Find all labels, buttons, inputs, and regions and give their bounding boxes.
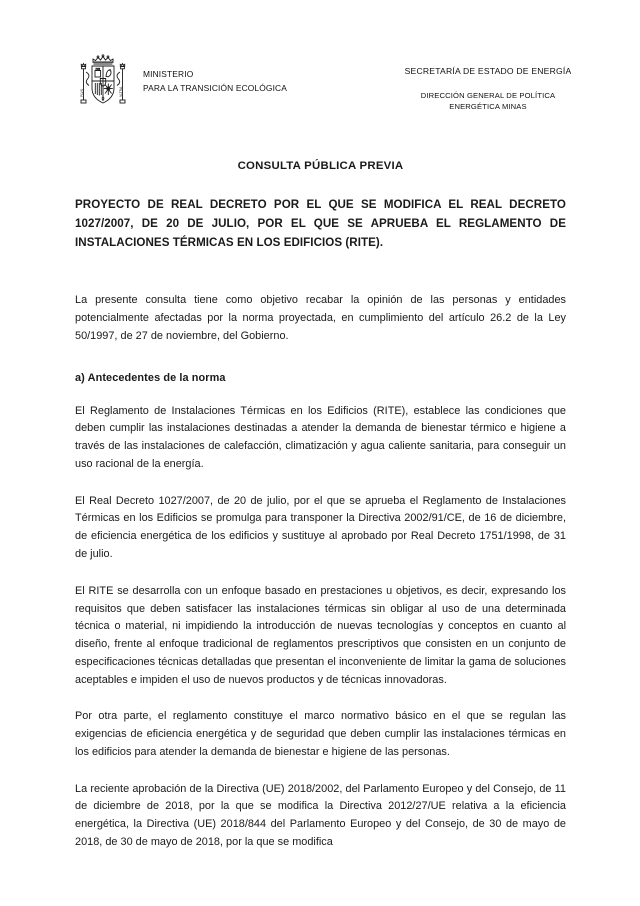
ministry-name [143,68,287,95]
spanish-coat-of-arms-icon [75,50,131,112]
document-body [75,160,566,852]
ministry-identity-block [75,48,287,112]
body-paragraph: El Reglamento de Instalaciones Térmicas en los Edificios (RITE), establece las condiciones que deben cumplir las instalaciones destinadas a atender la demanda de bienestar térmico e higiene a través de las instalaciones de calefacción, climatización y agua caliente sanitaria, para conseguir un uso racional de la energía. [75,404,566,470]
svg-text:PLVS: PLVS [80,88,85,97]
secretariat-identity-block [372,66,604,113]
body-paragraph: El Real Decreto 1027/2007, de 20 de julio, por el que se aprueba el Reglamento de Instalaciones Térmicas en los Edificios se promulga para transponer la Directiva 2002/91/CE, de 16 de diciembre, de eficiencia energética de los edificios y sustituye al aprobado por Real Decreto 1751/1998, de 31 de julio. [75,494,566,560]
body-paragraph: El RITE se desarrolla con un enfoque basado en prestaciones u objetivos, es decir, expresando los requisitos que deben satisfacer las instalaciones térmicas sin obligar al uso de una determinada técnica o material, ni impidiendo la introducción de nuevas tecnologías y conceptos en cuanto al diseño, frente al enfoque tradicional de reglamentos prescriptivos que consisten en un conjunto de especificaciones técnicas detalladas que presentan el inconveniente de limitar la gama de soluciones aceptables e impiden el uso de nuevos productos y de técnicas innovadoras. [75,584,566,686]
directorate-general [372,90,604,113]
body-paragraph: Por otra parte, el reglamento constituye el marco normativo básico en el que se regulan las exigencias de eficiencia energética y de seguridad que deben cumplir las instalaciones térmicas en los edificios para atender la demanda de bienestar e higiene de las personas. [75,710,566,758]
body-paragraph: La reciente aprobación de la Directiva (UE) 2018/2002, del Parlamento Europeo y del Consejo, de 11 de diciembre de 2018, por la que se modifica la Directiva 2012/27/UE relativa a la eficiencia energética, la Directiva (UE) 2018/844 del Parlamento Europeo y del Consejo, de 30 de mayo de 2018, de 30 de mayo de 2018, por la que se modifica [75,782,566,848]
document-header [0,48,640,136]
directorate-line-2: ENERGÉTICA MINAS [449,102,527,112]
document-subtitle: PROYECTO DE REAL DECRETO POR EL QUE SE MODIFICA EL REAL DECRETO 1027/2007, DE 20 DE JULIO, POR EL QUE SE APRUEBA EL REGLAMENTO DE INSTALACIONES TÉRMICAS EN LOS EDIFICIOS (RITE). [75,198,566,249]
svg-text:VLTRA: VLTRA [119,86,124,97]
secretariat-title: SECRETARÍA DE ESTADO DE ENERGÍA [404,66,572,76]
directorate-line-1: DIRECCIÓN GENERAL DE POLÍTICA [420,91,556,100]
ministry-line-1: MINISTERIO [143,69,194,79]
section-heading-antecedentes: a) Antecedentes de la norma [75,371,226,384]
ministry-line-2: PARA LA TRANSICIÓN ECOLÓGICA [143,82,287,93]
page-title: CONSULTA PÚBLICA PREVIA [237,160,404,172]
intro-paragraph: La presente consulta tiene como objetivo recabar la opinión de las personas y entidades potencialmente afectadas por la norma proyectada, en cumplimiento del artículo 26.2 de la Ley 50/1997, de 27 de noviembre, del Gobierno. [75,294,566,342]
